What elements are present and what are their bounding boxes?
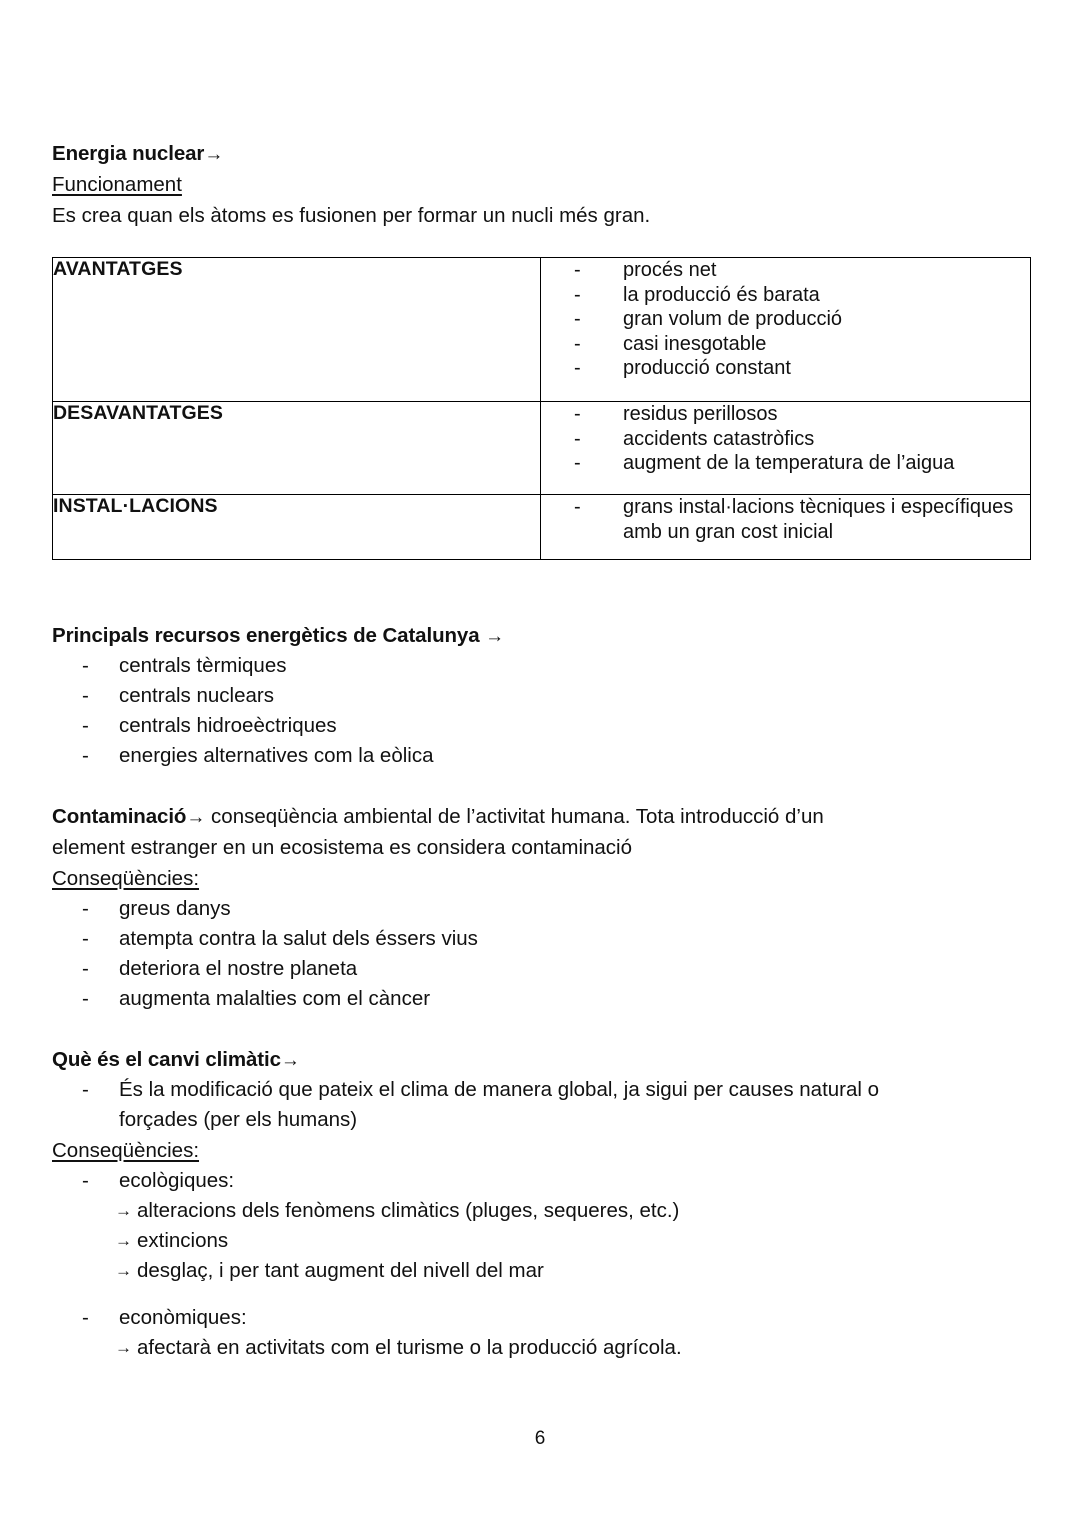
table-item-list xyxy=(541,495,1030,544)
arrow-icon: → xyxy=(485,626,505,647)
heading-contaminacio: Contaminació xyxy=(52,805,187,828)
list-item: - augmenta malalties com el càncer xyxy=(52,984,1028,1014)
table-cell-items xyxy=(541,402,1031,495)
list-item: - energies alternatives com la eòlica xyxy=(52,741,1028,771)
canvi-consequences-row xyxy=(52,1135,1028,1166)
subheading-funcionament-row xyxy=(52,169,1028,200)
list-item: → alteracions dels fenòmens climàtics (pluges, sequeres, etc.) xyxy=(52,1196,1028,1226)
canvi-group-ecologiques xyxy=(52,1166,1028,1196)
list-item: - centrals tèrmiques xyxy=(52,651,1028,681)
list-item: - la producció és barata xyxy=(541,283,1030,308)
table-item-list xyxy=(541,258,1030,381)
contaminacio-definition-line2: element estranger en un ecosistema es considera contaminació xyxy=(52,836,633,859)
label-consequencies: Conseqüències: xyxy=(52,1139,200,1162)
spacer xyxy=(52,560,1028,620)
list-item: - accidents catastròfics xyxy=(541,427,1030,452)
list-item: - producció constant xyxy=(541,356,1030,381)
canvi-definition-line2: forçades (per els humans) xyxy=(119,1108,358,1131)
arrow-icon: → xyxy=(280,1050,300,1071)
ecologiques-sublist xyxy=(52,1196,1028,1286)
heading-canvi-climatic-text: Què és el canvi climàtic xyxy=(52,1048,281,1071)
contaminacio-consequences-row xyxy=(52,863,1028,894)
table-item-list xyxy=(541,402,1030,476)
heading-energia-nuclear xyxy=(52,138,1028,169)
contaminacio-list xyxy=(52,894,1028,1014)
list-item: - procés net xyxy=(541,258,1030,283)
canvi-definition-line1: És la modificació que pateix el clima de manera global, ja sigui per causes natural o xyxy=(119,1078,880,1101)
list-item: - centrals hidroeèctriques xyxy=(52,711,1028,741)
list-item: - residus perillosos xyxy=(541,402,1030,427)
list-item xyxy=(52,1075,1028,1135)
recursos-list xyxy=(52,651,1028,771)
heading-energia-nuclear-text: Energia nuclear xyxy=(52,142,205,165)
list-item: → desglaç, i per tant augment del nivell del mar xyxy=(52,1256,1028,1286)
economiques-sublist xyxy=(52,1333,1028,1363)
nuclear-table-wrapper xyxy=(52,257,1028,560)
list-item: - greus danys xyxy=(52,894,1028,924)
spacer xyxy=(52,1014,1028,1044)
table-cell-label: AVANTATGES xyxy=(53,258,541,402)
subheading-funcionament: Funcionament xyxy=(52,173,182,196)
heading-recursos xyxy=(52,620,1028,651)
list-item: → afectarà en activitats com el turisme o la producció agrícola. xyxy=(52,1333,1028,1363)
table-cell-label: DESAVANTATGES xyxy=(53,402,541,495)
arrow-icon: → xyxy=(204,144,224,165)
table-row xyxy=(53,258,1031,402)
list-item: - deteriora el nostre planeta xyxy=(52,954,1028,984)
table-row xyxy=(53,402,1031,495)
table-cell-items xyxy=(541,258,1031,402)
heading-canvi-climatic xyxy=(52,1044,1028,1075)
list-item: - augment de la temperatura de l’aigua xyxy=(541,451,1030,476)
table-row xyxy=(53,495,1031,560)
nuclear-table xyxy=(52,257,1031,560)
list-item: - grans instal·lacions tècniques i específiques amb un gran cost inicial xyxy=(541,495,1030,544)
paragraph-contaminacio xyxy=(52,801,1028,863)
spacer xyxy=(52,771,1028,801)
list-item: - centrals nuclears xyxy=(52,681,1028,711)
list-item: - econòmiques: xyxy=(52,1303,1028,1333)
table-cell-items xyxy=(541,495,1031,560)
list-item: - atempta contra la salut dels éssers vius xyxy=(52,924,1028,954)
list-item: - casi inesgotable xyxy=(541,332,1030,357)
paragraph-funcionament: Es crea quan els àtoms es fusionen per formar un nucli més gran. xyxy=(52,204,651,227)
heading-recursos-text: Principals recursos energètics de Catalunya xyxy=(52,624,480,647)
table-cell-label: INSTAL·LACIONS xyxy=(53,495,541,560)
contaminacio-definition-line1: conseqüència ambiental de l’activitat humana. Tota introducció d’un xyxy=(211,805,824,828)
label-consequencies: Conseqüències: xyxy=(52,867,200,890)
list-item: - gran volum de producció xyxy=(541,307,1030,332)
list-item: → extincions xyxy=(52,1226,1028,1256)
canvi-climatic-definition-list xyxy=(52,1075,1028,1135)
page-number: 6 xyxy=(534,1428,546,1449)
canvi-group-economiques xyxy=(52,1303,1028,1333)
spacer xyxy=(52,1286,1028,1303)
arrow-icon: → xyxy=(186,807,206,828)
document-body xyxy=(52,138,1028,1363)
list-item: - ecològiques: xyxy=(52,1166,1028,1196)
